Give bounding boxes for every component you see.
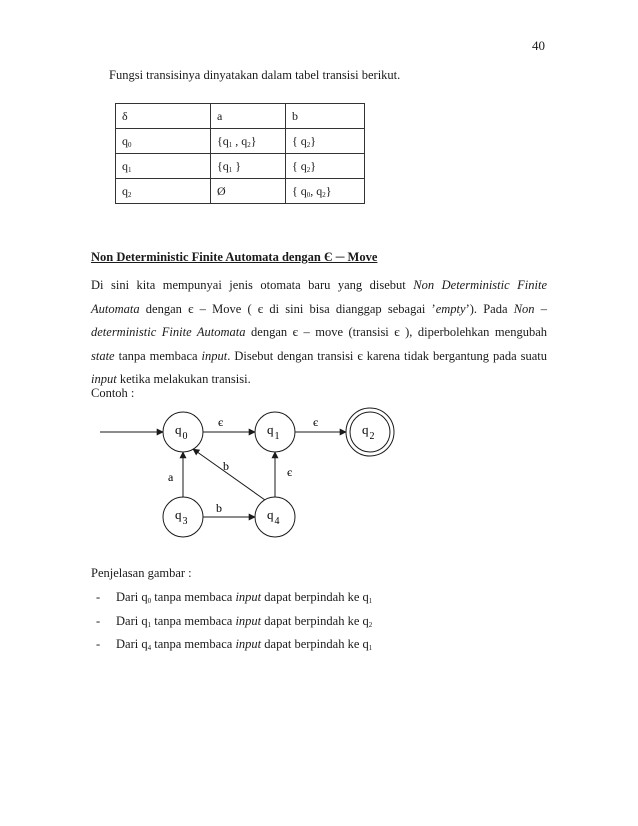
state-q1 <box>255 412 295 452</box>
edge-label-q4-q0: b <box>223 459 229 473</box>
table-cell: {$q_1$ } <box>211 154 286 179</box>
table-cell: { $q_0$, $q_2$} <box>286 179 365 204</box>
table-header-cell: b <box>286 104 365 129</box>
edge-label-q0-q1: є <box>218 415 224 429</box>
bullet-dash: - <box>96 590 101 604</box>
section-heading: Non Deterministic Finite Automata dengan Є ─ Move <box>91 250 378 264</box>
state-label: $q_4$ <box>267 507 280 527</box>
state-label: $q_3$ <box>175 507 188 527</box>
edge-label-q1-q2: є <box>313 415 319 429</box>
list-item: - Dari $q_1$ tanpa membaca input dapat berpindah ke $q_2$ <box>96 610 372 634</box>
state-label: $q_2$ <box>362 422 375 442</box>
list-item: - Dari $q_4$ tanpa membaca input dapat berpindah ke $q_1$ <box>96 633 372 657</box>
table-cell: { $q_2$} <box>286 154 365 179</box>
state-label: $q_0$ <box>175 422 188 442</box>
bullet-dash: - <box>96 637 101 651</box>
state-q2 <box>346 408 394 456</box>
table-cell: $q_0$ <box>116 129 211 154</box>
table-cell: $q_1$ <box>116 154 211 179</box>
intro-text: Fungsi transisinya dinyatakan dalam tabel transisi berikut. <box>109 68 401 82</box>
state-q0 <box>163 412 203 452</box>
list-item: - Dari $q_0$ tanpa membaca input dapat berpindah ke $q_1$ <box>96 586 372 610</box>
explanation-list <box>96 586 372 657</box>
table-header-cell: δ <box>116 104 211 129</box>
example-label: Contoh : <box>91 386 135 400</box>
table-cell: { $q_2$} <box>286 129 365 154</box>
table-header-cell: a <box>211 104 286 129</box>
table-cell: $q_2$ <box>116 179 211 204</box>
explanation-title: Penjelasan gambar : <box>91 566 192 580</box>
edge-label-q3-q4: b <box>216 501 222 515</box>
table-cell: {$q_1$ , $q_2$} <box>211 129 286 154</box>
body-paragraph: Di sini kita mempunyai jenis otomata baru yang disebut Non Deterministic Finite Automata dengan є – Move ( є di sini bisa dianggap sebagai ’empty’). Pada Non – deterministic Finite Automata dengan є – move (transisi є ), diperbolehkan mengubah state tanpa membaca input. Disebut dengan transisi є karena tidak bergantung pada suatu input ketika melakukan transisi. <box>91 278 548 386</box>
state-label: $q_1$ <box>267 422 280 442</box>
edge-label-q3-q0: a <box>168 470 174 484</box>
state-q4 <box>255 497 295 537</box>
state-q3 <box>163 497 203 537</box>
edge-label-q4-q1: є <box>287 465 293 479</box>
page-number: 40 <box>532 38 545 53</box>
table-cell: Ø <box>211 179 286 204</box>
edge-q4-q0 <box>193 449 265 500</box>
bullet-dash: - <box>96 613 101 628</box>
